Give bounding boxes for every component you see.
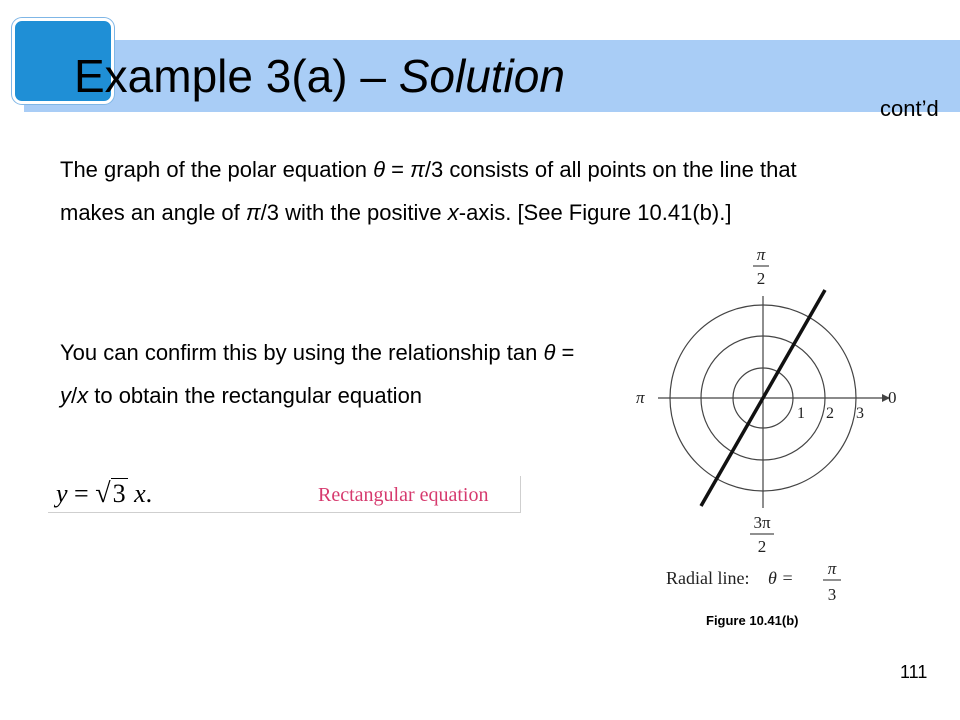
paragraph-polar-equation: The graph of the polar equation θ = π/3 consists of all points on the line that makes an angle of π/3 with the positive x-axis. [See Figure 10.41(b).] — [60, 157, 797, 225]
rectangular-equation-box — [48, 476, 521, 513]
slide-title: Example 3(a) – Solution — [74, 50, 565, 102]
sqrt-symbol: √3 — [95, 478, 126, 509]
rectangular-equation: y = √3 x. — [56, 478, 153, 509]
polar-graph-figure — [620, 240, 920, 610]
caption-denominator: 3 — [827, 585, 837, 604]
rectangular-equation-label: Rectangular equation — [318, 484, 489, 506]
continued-label: cont’d — [880, 96, 939, 121]
caption-numerator: π — [827, 559, 837, 578]
label-radius-2: 2 — [826, 405, 834, 422]
label-bottom-numerator: 3π — [753, 513, 771, 532]
page-number: 111 — [900, 662, 928, 682]
label-bottom-denominator: 2 — [757, 537, 767, 556]
label-top-numerator: π — [756, 245, 766, 264]
label-radius-1: 1 — [797, 405, 805, 422]
figure-caption: Figure 10.41(b) — [706, 613, 799, 628]
paragraph-confirmation: You can confirm this by using the relationship tan θ = y/x to obtain the rectangular equation — [60, 340, 575, 408]
caption-radial-line-label: Radial line: — [666, 568, 750, 588]
label-left-pi: π — [636, 388, 645, 407]
label-radius-3: 3 — [856, 405, 864, 422]
label-top-denominator: 2 — [756, 269, 766, 288]
caption-theta-equals: θ = — [768, 568, 794, 588]
label-right-zero: 0 — [888, 388, 897, 407]
